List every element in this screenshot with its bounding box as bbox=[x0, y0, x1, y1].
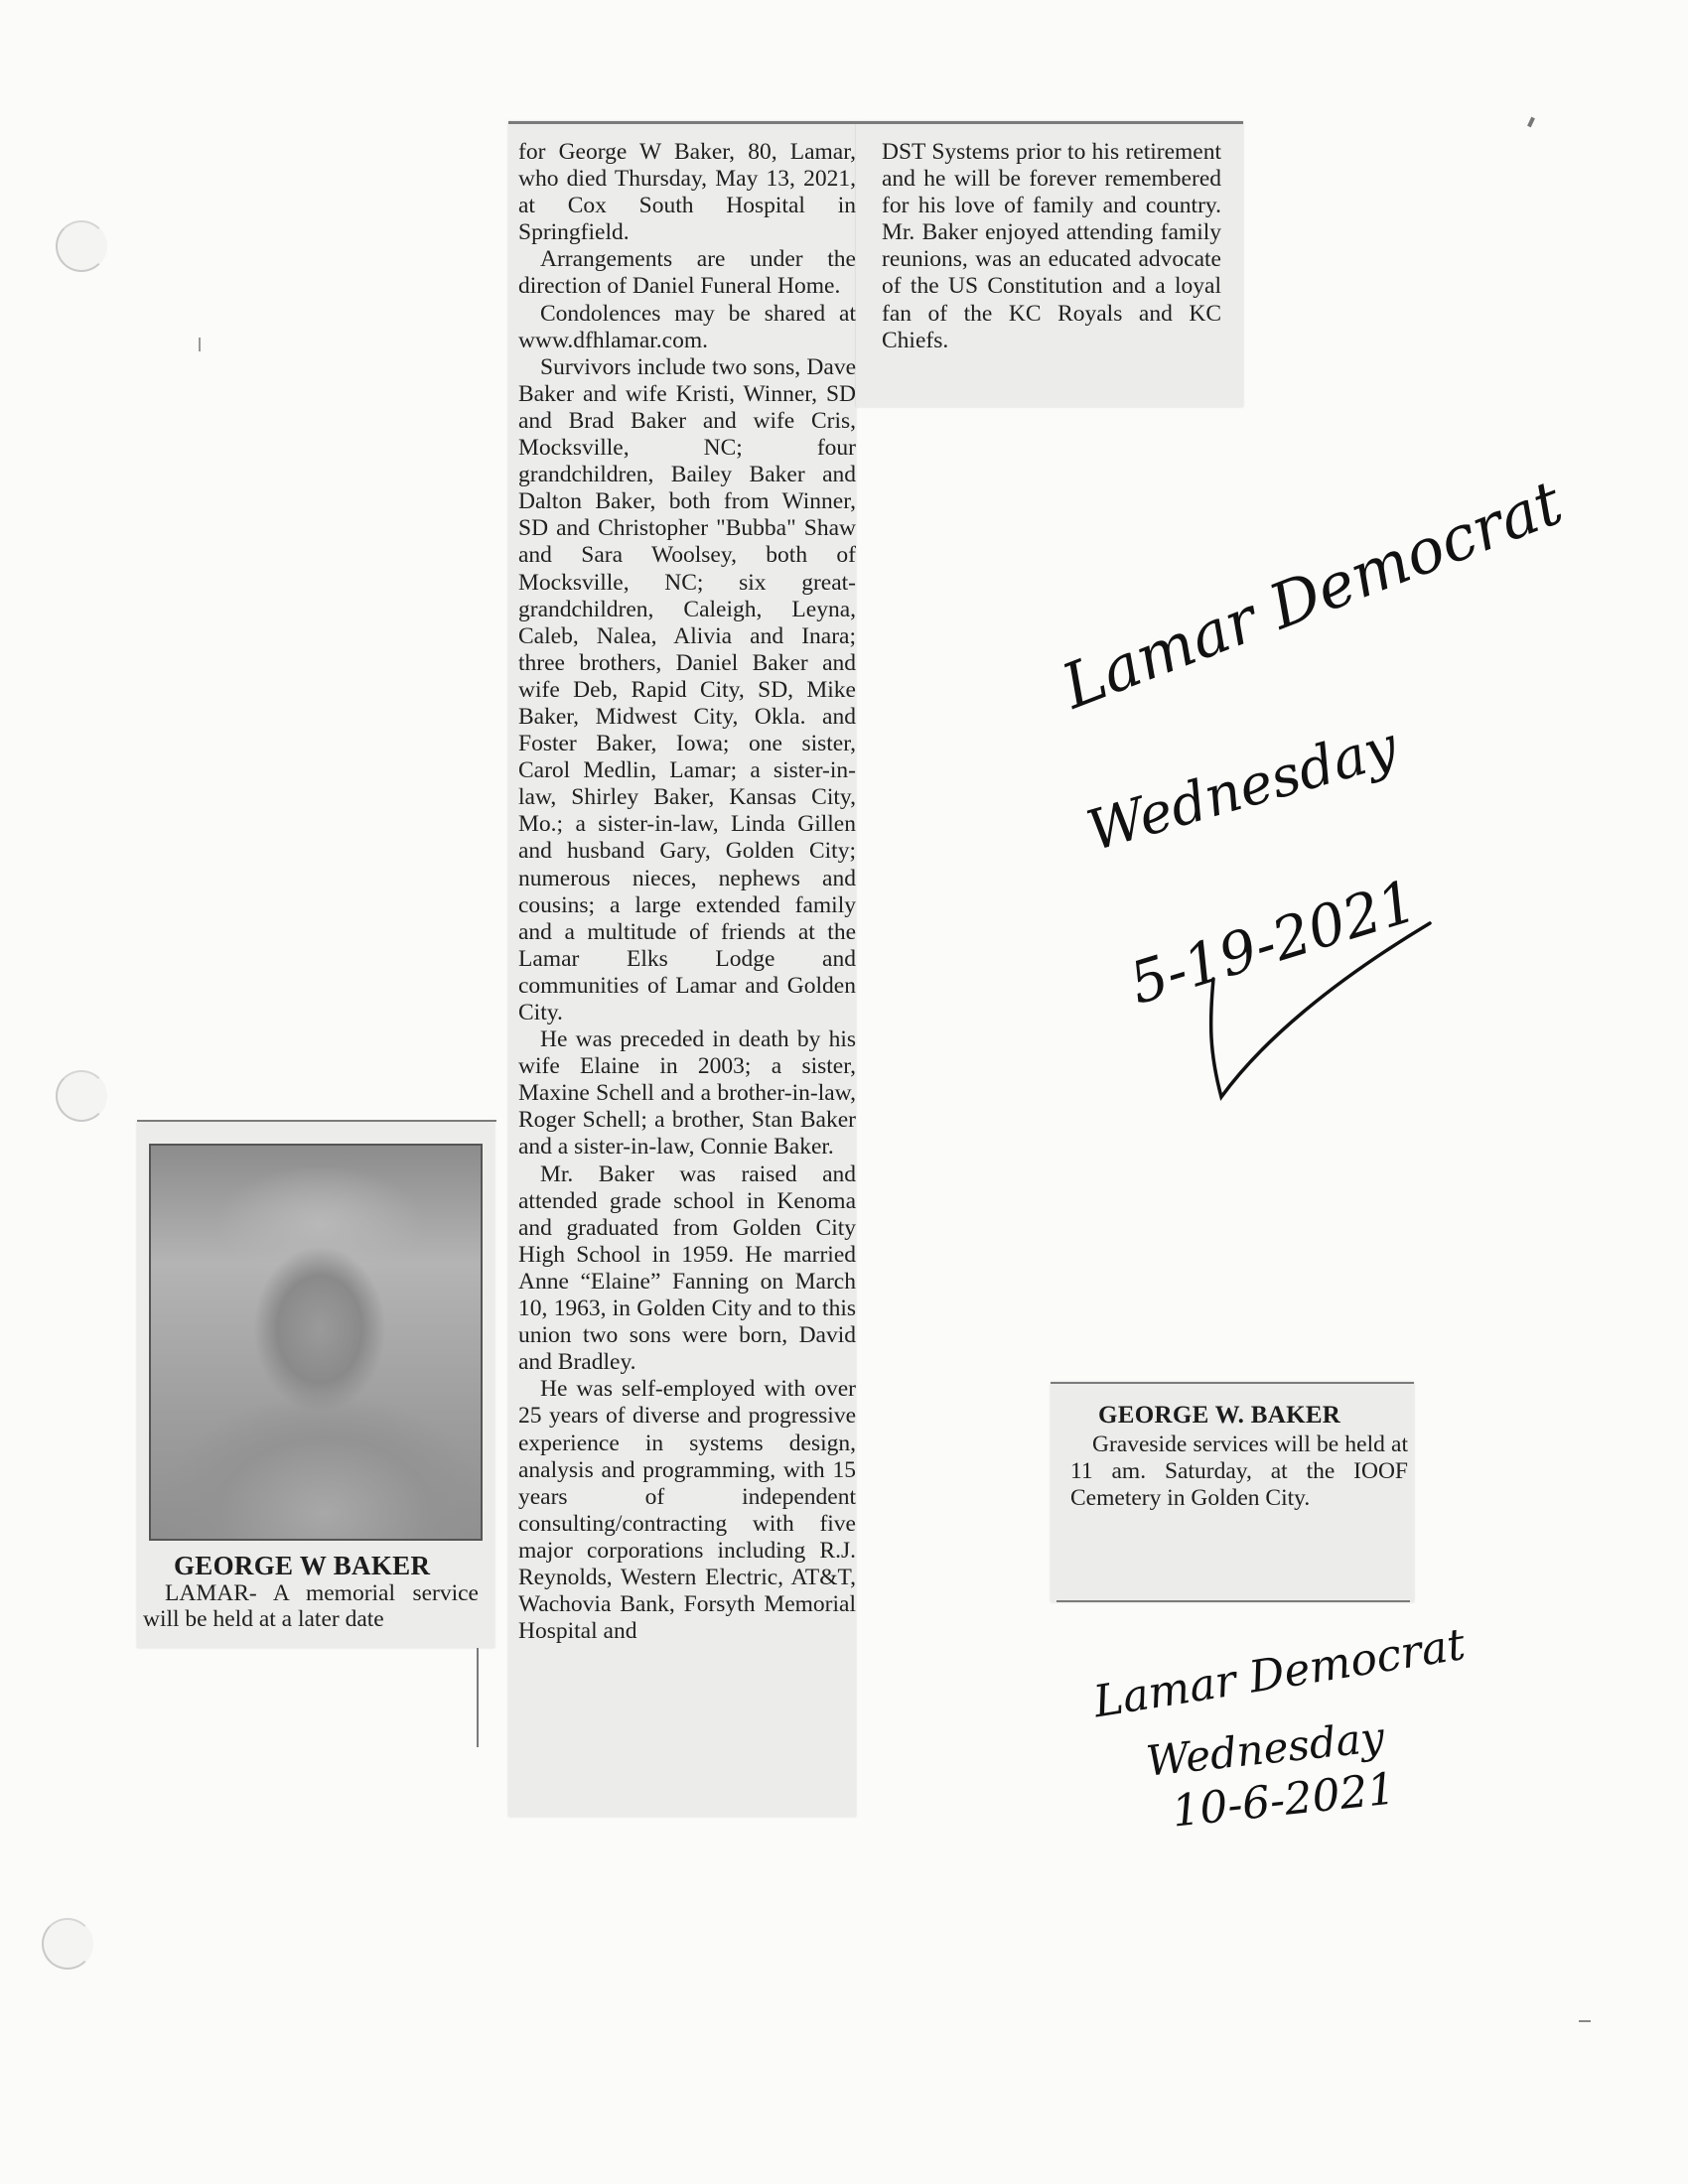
photo-top-rule bbox=[137, 1120, 496, 1122]
handwritten-note-october bbox=[1082, 1618, 1499, 1876]
handwritten-publication: Lamar Democrat bbox=[1053, 466, 1572, 724]
handwritten-weekday: Wednesday bbox=[1144, 1711, 1387, 1786]
binder-hole-middle bbox=[56, 1070, 107, 1122]
obituary-paragraph: He was self-employed with over 25 years of diverse and progressive experience in systems design, analysis and programming, with 15 years of independent consulting/contracting with five major corporations including R.J. Reynolds, Western Electric, AT&T, Wachovia Bank, Forsyth Memorial Hospital and bbox=[518, 1376, 856, 1645]
obituary-paragraph: He was preceded in death by his wife Elaine in 2003; a sister, Maxine Schell and a brother-in-law, Roger Schell; a brother, Stan Baker and a sister-in-law, Connie Baker. bbox=[518, 1026, 856, 1160]
handwritten-date: 10-6-2021 bbox=[1170, 1763, 1398, 1838]
portrait-photo bbox=[149, 1144, 483, 1541]
obituary-paragraph: Condolences may be shared at www.dfhlamar.com. bbox=[518, 300, 856, 353]
paper-speck bbox=[199, 338, 201, 351]
handwritten-note-may bbox=[1033, 466, 1589, 1102]
handwritten-date: 5-19-2021 bbox=[1122, 867, 1425, 1019]
paper-speck bbox=[1579, 2020, 1591, 2022]
photo-caption-headline: GEORGE W BAKER bbox=[174, 1551, 431, 1580]
obituary-column-2 bbox=[882, 139, 1221, 354]
binder-hole-bottom bbox=[42, 1918, 93, 1970]
obituary-paragraph: Arrangements are under the direction of Daniel Funeral Home. bbox=[518, 246, 856, 300]
column-divider bbox=[477, 1648, 479, 1747]
checkmark-icon bbox=[1192, 884, 1489, 1181]
handwritten-publication: Lamar Democrat bbox=[1090, 1618, 1469, 1728]
graveside-headline: GEORGE W. BAKER bbox=[1098, 1402, 1341, 1429]
photo-caption-text: LAMAR- A memorial service will be held at a later date bbox=[143, 1580, 479, 1632]
obituary-paragraph: for George W Baker, 80, Lamar, who died Thursday, May 13, 2021, at Cox South Hospital in Springfield. bbox=[518, 139, 856, 246]
graveside-text: Graveside services will be held at 11 am. Saturday, at the IOOF Cemetery in Golden City. bbox=[1070, 1432, 1408, 1511]
binder-hole-top bbox=[56, 220, 107, 272]
obituary-paragraph: Survivors include two sons, Dave Baker and wife Kristi, Winner, SD and Brad Baker and wife Cris, Mocksville, NC; four grandchildren, Bailey Baker and Dalton Baker, both from Winner, SD and Christopher "Bubba" Shaw and Sara Woolsey, both of Mocksville, NC; six great-grandchildren, Caleigh, Leyna, Caleb, Nalea, Alivia and Inara; three brothers, Daniel Baker and wife Deb, Rapid City, SD, Mike Baker, Midwest City, Okla. and Foster Baker, Iowa; one sister, Carol Medlin, Lamar; a sister-in-law, Shirley Baker, Kansas City, Mo.; a sister-in-law, Linda Gillen and husband Gary, Golden City; numerous nieces, nephews and cousins; a large extended family and a multitude of friends at the Lamar Elks Lodge and communities of Lamar and Golden City. bbox=[518, 353, 856, 1025]
clipping-top-rule bbox=[508, 121, 1243, 124]
graveside-top-rule bbox=[1051, 1382, 1414, 1384]
obituary-column-1 bbox=[518, 139, 856, 1645]
paper-speck bbox=[1527, 117, 1535, 128]
obituary-paragraph: DST Systems prior to his retirement and he will be forever remembered for his love of family and country. Mr. Baker enjoyed attending family reunions, was an educated advocate of the US Constitution and a loyal fan of the KC Royals and KC Chiefs. bbox=[882, 139, 1221, 353]
graveside-bottom-rule bbox=[1056, 1600, 1410, 1602]
obituary-paragraph: Mr. Baker was raised and attended grade school in Kenoma and graduated from Golden City High School in 1959. He married Anne “Elaine” Fanning on March 10, 1963, in Golden City and to this union two sons were born, David and Bradley. bbox=[518, 1160, 856, 1376]
handwritten-weekday: Wednesday bbox=[1080, 714, 1405, 865]
